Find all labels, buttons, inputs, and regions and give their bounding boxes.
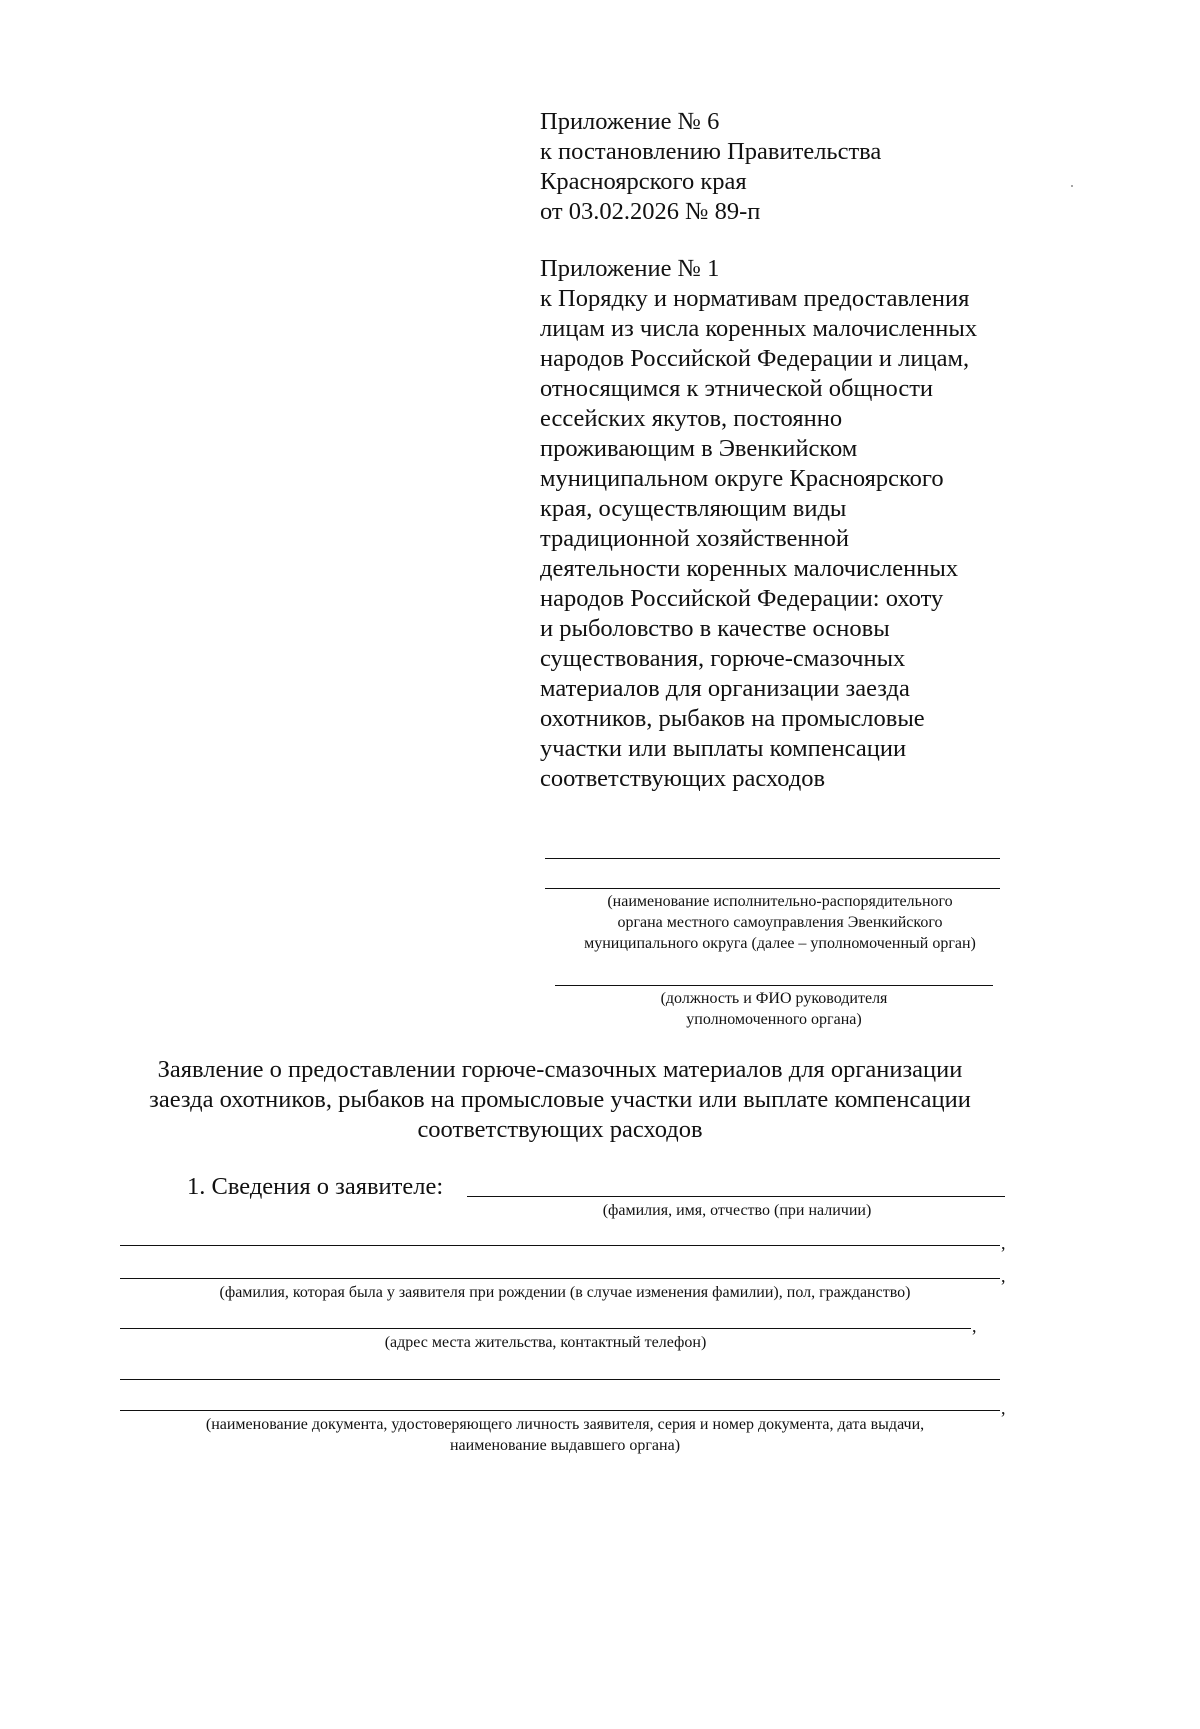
applicant-line-2[interactable] <box>120 1245 1000 1246</box>
appendix-1-line: к Порядку и нормативам предоставления <box>540 285 970 312</box>
applicant-line-3[interactable] <box>120 1278 1000 1279</box>
appendix-1-line: деятельности коренных малочисленных <box>540 555 959 582</box>
section-1-label: 1. Сведения о заявителе: <box>187 1173 444 1200</box>
address-caption: (адрес места жительства, контактный телефон) <box>384 1334 707 1351</box>
title-line: заезда охотников, рыбаков на промысловые участки или выплате компенсации <box>149 1086 971 1113</box>
appendix-1-line: народов Российской Федерации: охоту <box>540 585 944 612</box>
head-name-line[interactable] <box>555 985 993 986</box>
appendix-1-line: лицам из числа коренных малочисленных <box>540 315 978 342</box>
appendix-1-line: народов Российской Федерации и лицам, <box>540 345 970 372</box>
caption-line: (наименование документа, удостоверяющего личность заявителя, серия и номер документа, дата выдачи, <box>205 1416 925 1433</box>
id-document-line-2[interactable] <box>120 1410 1000 1411</box>
application-title <box>60 1055 1060 1145</box>
appendix-1-line: и рыболовство в качестве основы <box>540 615 890 642</box>
appendix-1-header <box>540 254 1020 794</box>
id-document-line-1[interactable] <box>120 1379 1000 1380</box>
scan-speck <box>1071 185 1073 187</box>
appendix-1-line: материалов для организации заезда <box>540 675 910 702</box>
title-line: соответствующих расходов <box>417 1116 703 1143</box>
appendix-1-line: проживающим в Эвенкийском <box>540 435 858 462</box>
applicant-name-line[interactable] <box>467 1196 1005 1197</box>
appendix-6-line: Красноярского края <box>540 168 747 195</box>
caption-line: наименование выдавшего органа) <box>449 1437 681 1454</box>
appendix-6-line: от 03.02.2026 № 89-п <box>540 198 761 225</box>
appendix-1-line: охотников, рыбаков на промысловые <box>540 705 925 732</box>
line-comma: , <box>1001 1266 1006 1286</box>
line-comma: , <box>1001 1233 1006 1253</box>
full-name-caption: (фамилия, имя, отчество (при наличии) <box>602 1202 872 1219</box>
caption-line: (должность и ФИО руководителя <box>660 990 888 1007</box>
appendix-1-line: муниципальном округе Красноярского <box>540 465 944 492</box>
appendix-1-line: ессейских якутов, постоянно <box>540 405 843 432</box>
organ-name-caption <box>520 891 1040 954</box>
appendix-1-line: края, осуществляющим виды <box>540 495 847 522</box>
organ-name-line-2[interactable] <box>545 888 1000 889</box>
line-comma: , <box>972 1316 977 1336</box>
appendix-6-header <box>540 107 1020 227</box>
appendix-1-line: Приложение № 1 <box>540 255 720 282</box>
title-line: Заявление о предоставлении горюче-смазочных материалов для организации <box>157 1056 963 1083</box>
caption-line: (наименование исполнительно-распорядительного <box>607 893 953 910</box>
caption-line: муниципального округа (далее – уполномоченный орган) <box>584 935 976 952</box>
appendix-6-line: к постановлению Правительства <box>540 138 882 165</box>
appendix-6-line: Приложение № 6 <box>540 108 720 135</box>
appendix-1-line: участки или выплаты компенсации <box>540 735 907 762</box>
appendix-1-line: существования, горюче-смазочных <box>540 645 906 672</box>
head-name-caption <box>555 988 993 1030</box>
address-line[interactable] <box>120 1328 971 1329</box>
birth-surname-caption: (фамилия, которая была у заявителя при рождении (в случае изменения фамилии), пол, гражданство) <box>219 1284 911 1301</box>
id-document-caption <box>100 1414 1030 1456</box>
line-comma: , <box>1001 1398 1006 1418</box>
appendix-1-line: соответствующих расходов <box>540 765 826 792</box>
caption-line: органа местного самоуправления Эвенкийского <box>617 914 943 931</box>
caption-line: уполномоченного органа) <box>686 1011 862 1028</box>
appendix-1-line: относящимся к этнической общности <box>540 375 934 402</box>
appendix-1-line: традиционной хозяйственной <box>540 525 849 552</box>
organ-name-line-1[interactable] <box>545 858 1000 859</box>
